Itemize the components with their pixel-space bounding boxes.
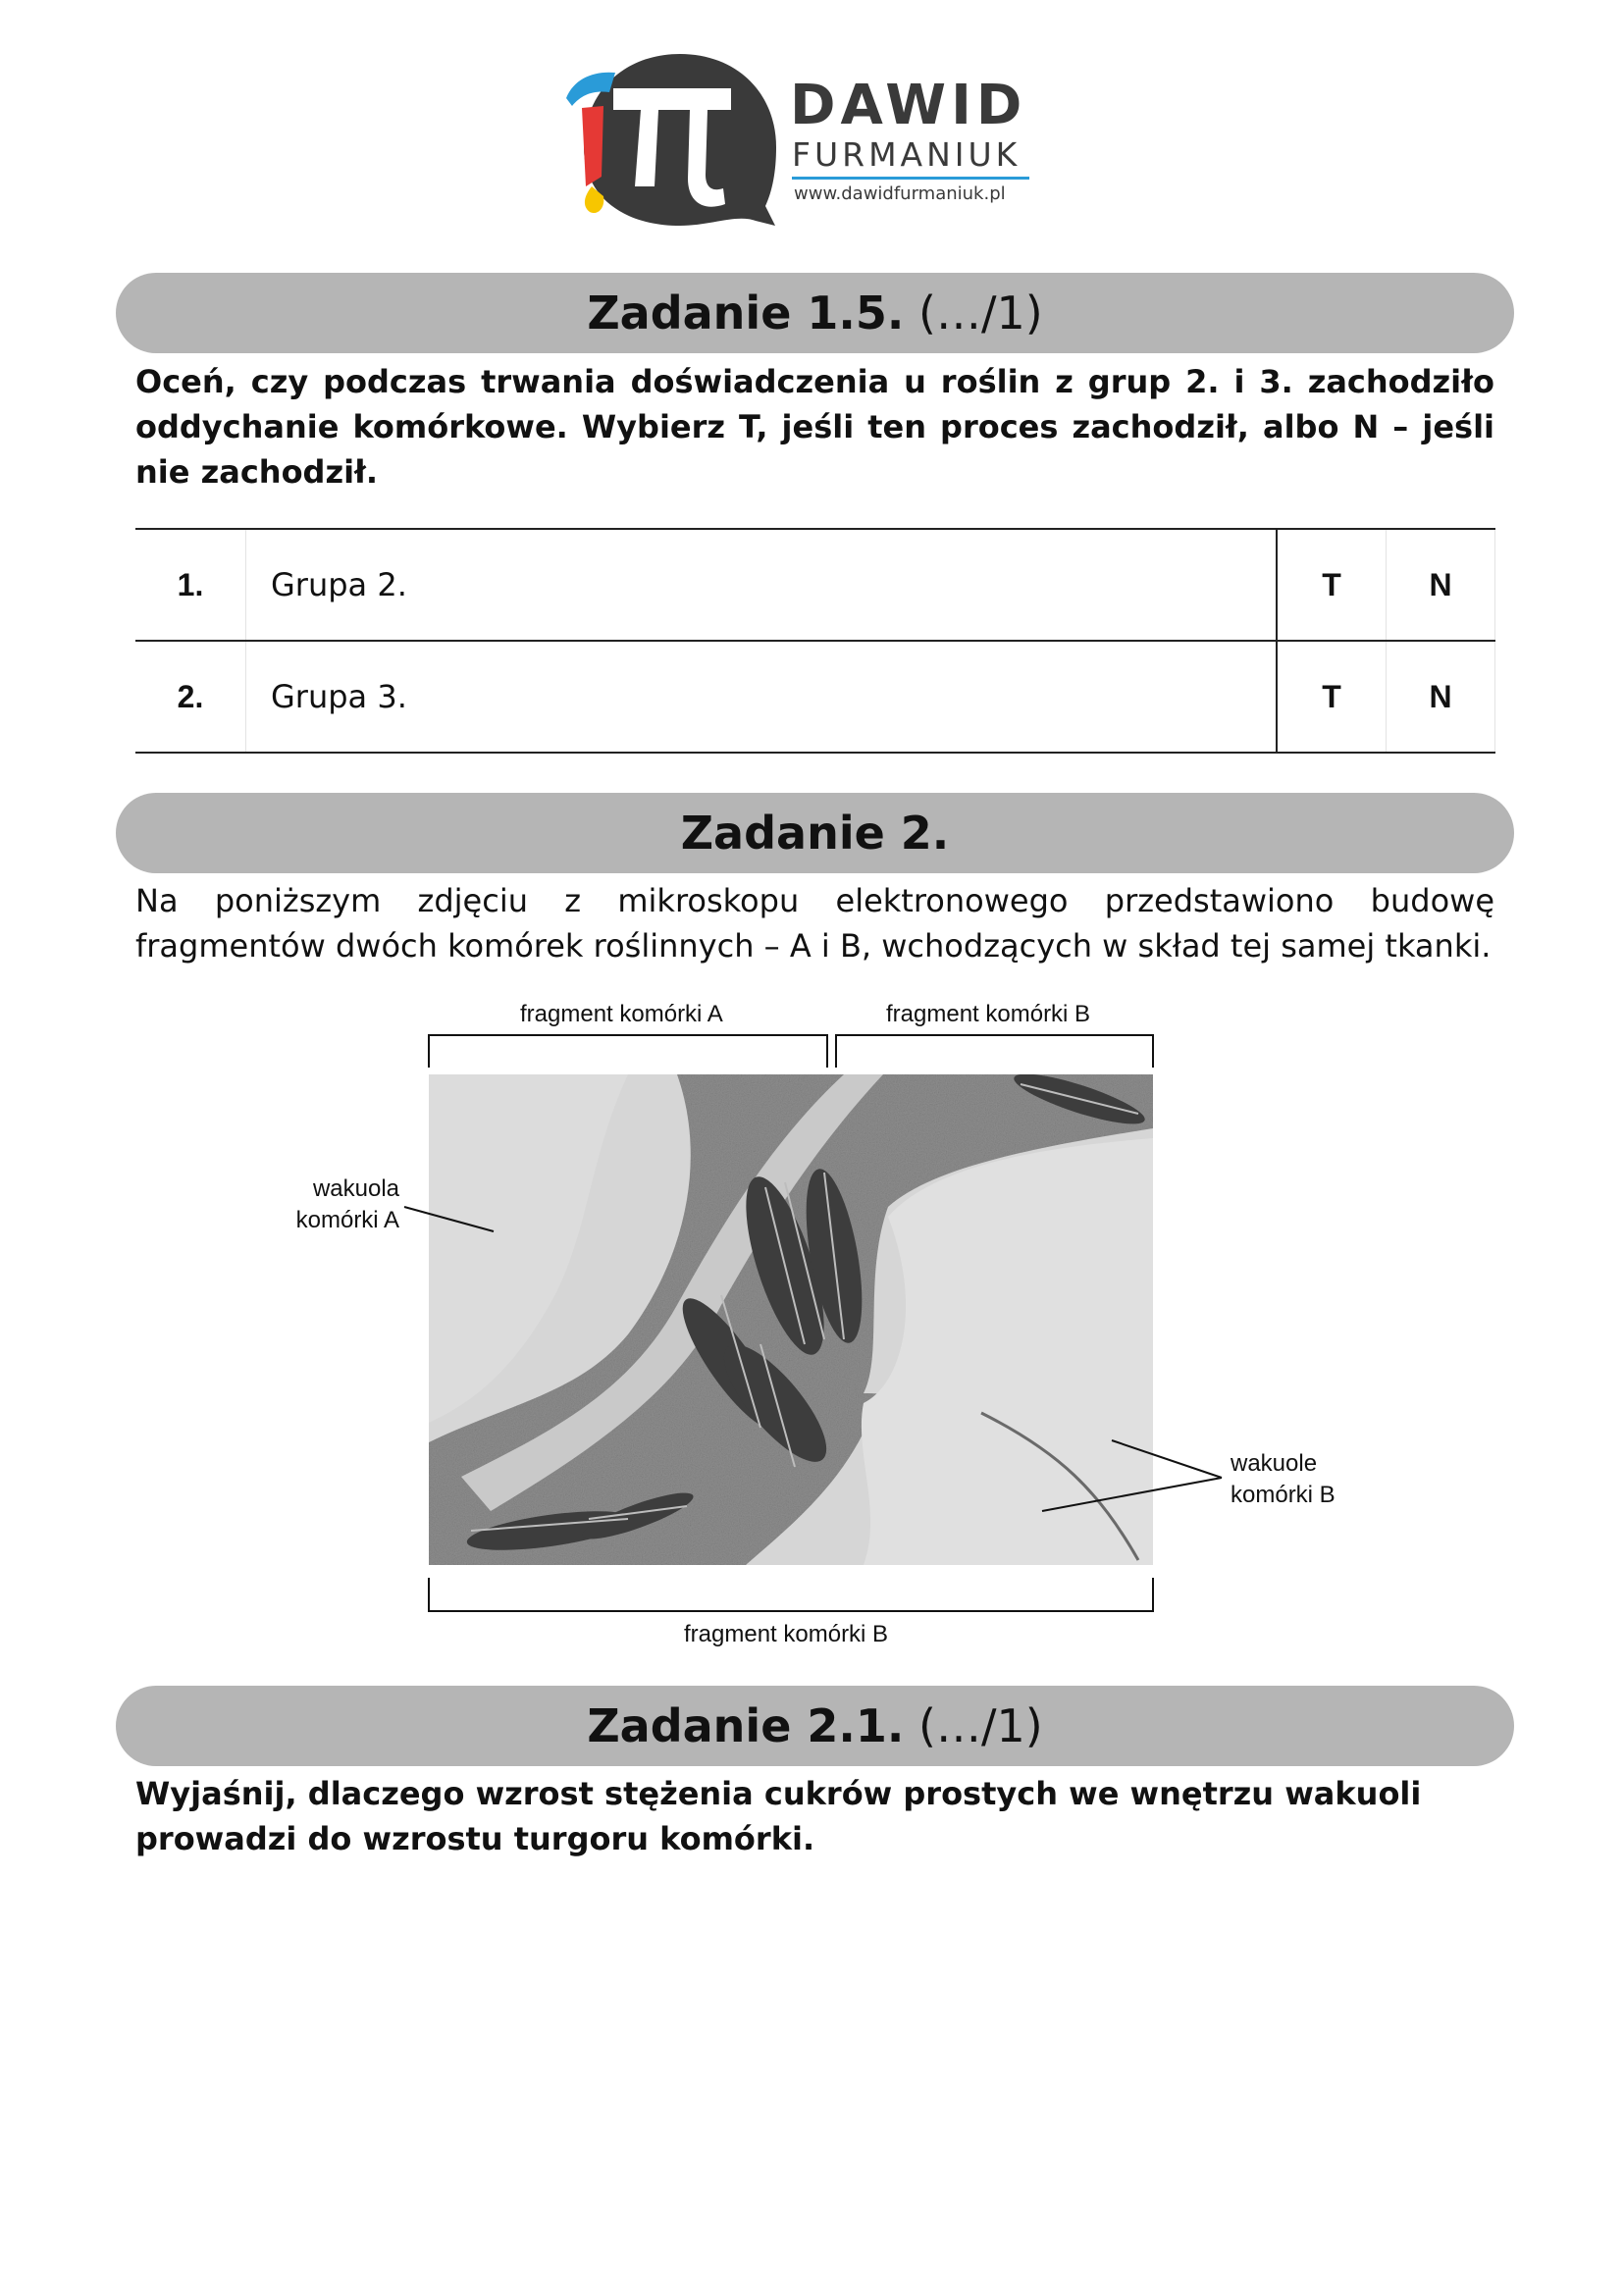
logo-name: DAWID [790, 74, 1027, 137]
chloroplasts [465, 1065, 1149, 1558]
option-true[interactable]: T [1277, 641, 1387, 753]
logo [564, 49, 1035, 231]
top-bracket-a [429, 1035, 827, 1068]
label-vacuoles-b-line2: komórki B [1231, 1482, 1336, 1509]
label-vacuoles-b-line1: wakuole [1231, 1450, 1318, 1477]
task-2-1-points: (…/1) [918, 1699, 1043, 1752]
option-true[interactable]: T [1277, 529, 1387, 641]
row-number: 2. [135, 641, 246, 753]
table-row [135, 529, 1495, 641]
label-vacuoles-b [1231, 1448, 1336, 1512]
micrograph-photo [429, 1065, 1153, 1565]
task-1-5-header [116, 273, 1514, 353]
row-text: Grupa 2. [246, 529, 1278, 641]
row-number: 1. [135, 529, 246, 641]
task-1-5-title: Zadanie 1.5. [587, 287, 905, 339]
row-text: Grupa 3. [246, 641, 1278, 753]
option-false[interactable]: N [1387, 641, 1495, 753]
task-2-header [116, 793, 1514, 873]
vacuole-b-pointer-2 [1042, 1478, 1222, 1511]
logo-pi-icon [564, 49, 790, 231]
logo-divider [792, 177, 1029, 180]
label-fragment-b-top: fragment komórki B [886, 1001, 1091, 1027]
label-vacuole-a [289, 1174, 399, 1237]
label-fragment-a: fragment komórki A [520, 1001, 723, 1027]
logo-surname: FURMANIUK [792, 135, 1022, 174]
task-1-5-instruction: Oceń, czy podczas trwania doświadczenia u roślin z grup 2. i 3. zachodziło oddychanie komórkowe. Wybierz T, jeśli ten proces zachodził, albo N – jeśli nie zachodził. [135, 363, 1494, 491]
vacuole-b-pointer-1 [1112, 1440, 1222, 1478]
task-2-title: Zadanie 2. [680, 807, 950, 860]
label-fragment-b-bottom: fragment komórki B [684, 1621, 889, 1647]
bottom-bracket-b [429, 1578, 1153, 1611]
task-2-1-instruction: Wyjaśnij, dlaczego wzrost stężenia cukrów prostych we wnętrzu wakuoli prowadzi do wzrostu turgoru komórki. [135, 1775, 1422, 1857]
task-2-1-header [116, 1686, 1514, 1766]
logo-url: www.dawidfurmaniuk.pl [794, 183, 1006, 204]
true-false-table [135, 528, 1495, 754]
table-row [135, 641, 1495, 753]
label-vacuole-a-line1: wakuola [312, 1175, 399, 1202]
task-2-1-title: Zadanie 2.1. [587, 1699, 905, 1752]
label-vacuole-a-line2: komórki A [295, 1207, 399, 1234]
thylakoid-lines [471, 1084, 1138, 1531]
option-false[interactable]: N [1387, 529, 1495, 641]
vacuole-a-pointer [404, 1207, 494, 1231]
task-1-5-points: (…/1) [918, 287, 1043, 339]
top-bracket-b [836, 1035, 1153, 1068]
task-2-text: Na poniższym zdjęciu z mikroskopu elektronowego przedstawiono budowę fragmentów dwóch komórek roślinnych – A i B, wchodzących w skład tej samej tkanki. [135, 882, 1494, 965]
